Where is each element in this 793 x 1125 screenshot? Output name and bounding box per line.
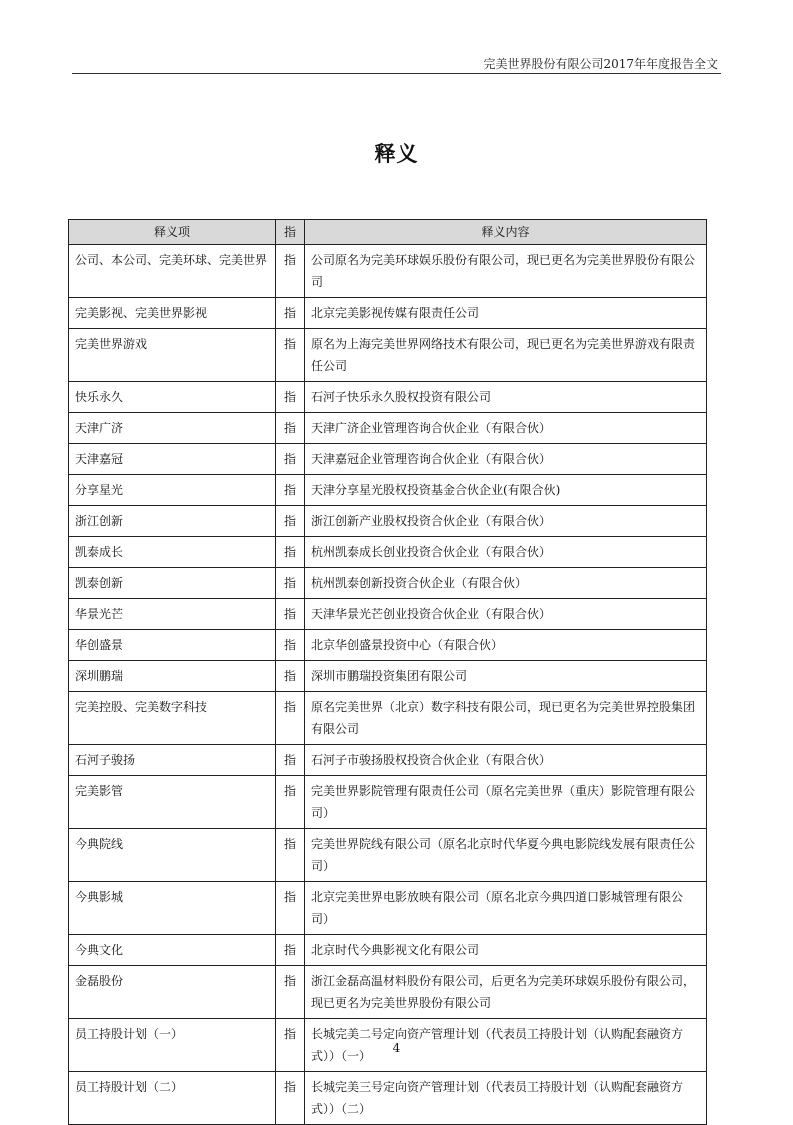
ref-cell: 指 — [276, 966, 305, 1019]
term-cell: 凯泰创新 — [69, 568, 276, 599]
term-cell: 快乐永久 — [69, 382, 276, 413]
term-cell: 完美影管 — [69, 776, 276, 829]
definition-cell: 天津华景光芒创业投资合伙企业（有限合伙） — [305, 599, 707, 630]
header-ref: 指 — [276, 220, 305, 245]
term-cell: 完美控股、完美数字科技 — [69, 692, 276, 745]
table-row — [69, 506, 707, 537]
ref-cell: 指 — [276, 444, 305, 475]
table-row — [69, 537, 707, 568]
definition-cell: 天津嘉冠企业管理咨询合伙企业（有限合伙） — [305, 444, 707, 475]
ref-cell: 指 — [276, 935, 305, 966]
definition-cell: 浙江金磊高温材料股份有限公司，后更名为完美环球娱乐股份有限公司，现已更名为完美世界股份有限公司 — [305, 966, 707, 1019]
definition-cell: 原名为上海完美世界网络技术有限公司，现已更名为完美世界游戏有限责任公司 — [305, 329, 707, 382]
ref-cell: 指 — [276, 413, 305, 444]
table-row — [69, 475, 707, 506]
table-row — [69, 382, 707, 413]
ref-cell: 指 — [276, 630, 305, 661]
header-definition: 释义内容 — [305, 220, 707, 245]
ref-cell: 指 — [276, 776, 305, 829]
term-cell: 凯泰成长 — [69, 537, 276, 568]
header-divider — [72, 73, 721, 74]
page-number: 4 — [392, 1041, 401, 1055]
definition-cell: 浙江创新产业股权投资合伙企业（有限合伙） — [305, 506, 707, 537]
ref-cell: 指 — [276, 506, 305, 537]
table-row — [69, 245, 707, 298]
table-row — [69, 692, 707, 745]
definition-cell: 完美世界影院管理有限责任公司（原名完美世界（重庆）影院管理有限公司） — [305, 776, 707, 829]
term-cell: 天津嘉冠 — [69, 444, 276, 475]
term-cell: 深圳鹏瑞 — [69, 661, 276, 692]
definition-cell: 公司原名为完美环球娱乐股份有限公司，现已更名为完美世界股份有限公司 — [305, 245, 707, 298]
table-header-row — [69, 220, 707, 245]
header-term: 释义项 — [69, 220, 276, 245]
definition-cell: 石河子快乐永久股权投资有限公司 — [305, 382, 707, 413]
term-cell: 分享星光 — [69, 475, 276, 506]
term-cell: 公司、本公司、完美环球、完美世界 — [69, 245, 276, 298]
ref-cell: 指 — [276, 568, 305, 599]
table-row — [69, 776, 707, 829]
table-row — [69, 745, 707, 776]
table-row — [69, 329, 707, 382]
term-cell: 华景光芒 — [69, 599, 276, 630]
definition-cell: 杭州凯泰创新投资合伙企业（有限合伙） — [305, 568, 707, 599]
definitions-table — [68, 219, 707, 1125]
definition-cell: 石河子市骏扬股权投资合伙企业（有限合伙） — [305, 745, 707, 776]
term-cell: 完美世界游戏 — [69, 329, 276, 382]
term-cell: 今典文化 — [69, 935, 276, 966]
ref-cell: 指 — [276, 1072, 305, 1125]
table-row — [69, 413, 707, 444]
running-header: 完美世界股份有限公司2017年年度报告全文 — [483, 57, 718, 71]
term-cell: 石河子骏扬 — [69, 745, 276, 776]
definition-cell: 北京时代今典影视文化有限公司 — [305, 935, 707, 966]
table-row — [69, 661, 707, 692]
ref-cell: 指 — [276, 475, 305, 506]
table-row — [69, 1072, 707, 1125]
term-cell: 今典影城 — [69, 882, 276, 935]
term-cell: 员工持股计划（二） — [69, 1072, 276, 1125]
term-cell: 今典院线 — [69, 829, 276, 882]
definition-cell: 长城完美三号定向资产管理计划（代表员工持股计划（认购配套融资方式））（二） — [305, 1072, 707, 1125]
table-body — [69, 245, 707, 1125]
definition-cell: 北京完美影视传媒有限责任公司 — [305, 298, 707, 329]
table-row — [69, 444, 707, 475]
table-row — [69, 882, 707, 935]
term-cell: 金磊股份 — [69, 966, 276, 1019]
ref-cell: 指 — [276, 245, 305, 298]
ref-cell: 指 — [276, 692, 305, 745]
term-cell: 员工持股计划（一） — [69, 1019, 276, 1072]
term-cell: 浙江创新 — [69, 506, 276, 537]
term-cell: 天津广济 — [69, 413, 276, 444]
ref-cell: 指 — [276, 599, 305, 630]
definition-cell: 原名完美世界（北京）数字科技有限公司，现已更名为完美世界控股集团有限公司 — [305, 692, 707, 745]
definition-cell: 天津分享星光股权投资基金合伙企业(有限合伙) — [305, 475, 707, 506]
table-row — [69, 966, 707, 1019]
term-cell: 完美影视、完美世界影视 — [69, 298, 276, 329]
ref-cell: 指 — [276, 1019, 305, 1072]
definition-cell: 长城完美二号定向资产管理计划（代表员工持股计划（认购配套融资方式））（一） — [305, 1019, 707, 1072]
table-row — [69, 568, 707, 599]
definition-cell: 北京华创盛景投资中心（有限合伙） — [305, 630, 707, 661]
table-row — [69, 599, 707, 630]
ref-cell: 指 — [276, 745, 305, 776]
definition-cell: 北京完美世界电影放映有限公司（原名北京今典四道口影城管理有限公司） — [305, 882, 707, 935]
definition-cell: 杭州凯泰成长创业投资合伙企业（有限合伙） — [305, 537, 707, 568]
table-row — [69, 298, 707, 329]
table-row — [69, 630, 707, 661]
definition-cell: 天津广济企业管理咨询合伙企业（有限合伙） — [305, 413, 707, 444]
definition-cell: 深圳市鹏瑞投资集团有限公司 — [305, 661, 707, 692]
ref-cell: 指 — [276, 661, 305, 692]
ref-cell: 指 — [276, 829, 305, 882]
table-row — [69, 829, 707, 882]
ref-cell: 指 — [276, 298, 305, 329]
definition-cell: 完美世界院线有限公司（原名北京时代华夏今典电影院线发展有限责任公司） — [305, 829, 707, 882]
page-title: 释义 — [374, 142, 419, 166]
ref-cell: 指 — [276, 882, 305, 935]
ref-cell: 指 — [276, 329, 305, 382]
ref-cell: 指 — [276, 382, 305, 413]
ref-cell: 指 — [276, 537, 305, 568]
table-row — [69, 935, 707, 966]
term-cell: 华创盛景 — [69, 630, 276, 661]
